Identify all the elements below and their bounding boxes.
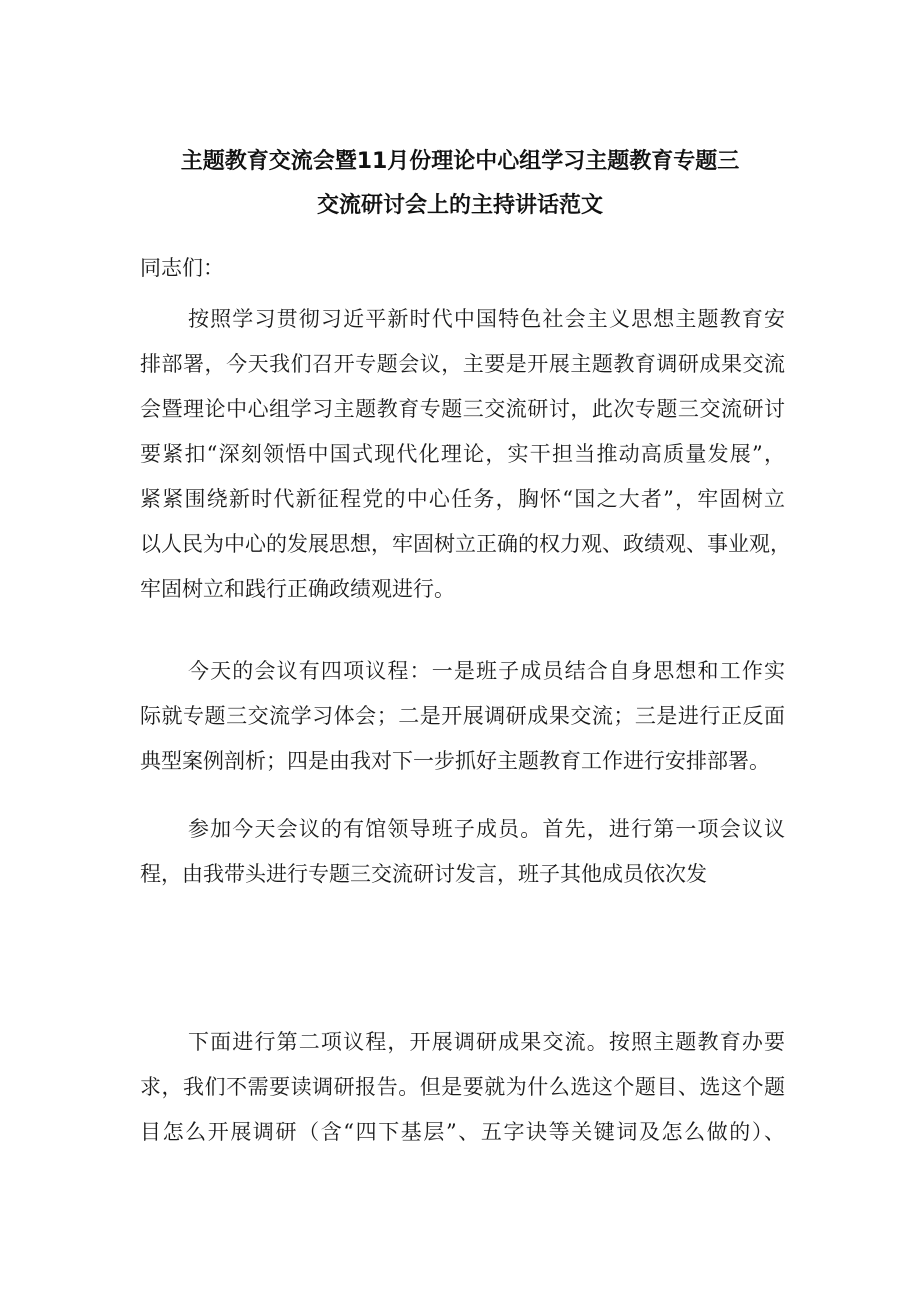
title-line-2: 交流研讨会上的主持讲话范文 <box>316 193 603 218</box>
paragraph-attendees <box>140 807 785 897</box>
paragraph-line: 按照学习贯彻习近平新时代中国特色社会主义思想主题教育安 <box>188 307 785 331</box>
paragraph-agenda-items <box>140 649 785 784</box>
document-title <box>140 140 780 228</box>
greeting: 同志们： <box>140 256 224 280</box>
paragraph-line: 际就专题三交流学习体会；二是开展调研成果交流；三是进行正反面 <box>140 704 785 728</box>
paragraph-line: 要紧扣“深刻领悟中国式现代化理论，实干担当推动高质量发展”， <box>140 442 785 466</box>
paragraph-line: 牢固树立和践行正确政绩观进行。 <box>140 577 455 601</box>
paragraph-line: 典型案例剖析；四是由我对下一步抓好主题教育工作进行安排部署。 <box>140 749 770 773</box>
paragraph-line: 排部署，今天我们召开专题会议，主要是开展主题教育调研成果交流 <box>140 352 785 376</box>
paragraph-line: 参加今天会议的有馆领导班子成员。首先，进行第一项会议议 <box>188 817 785 841</box>
paragraph-line: 紧紧围绕新时代新征程党的中心任务，胸怀“国之大者”，牢固树立 <box>140 487 785 511</box>
paragraph-agenda-intro <box>140 297 791 612</box>
title-line-1: 主题教育交流会暨11月份理论中心组学习主题教育专题三 <box>180 149 740 174</box>
paragraph-line: 以人民为中心的发展思想，牢固树立正确的权力观、政绩观、事业观， <box>140 532 791 556</box>
paragraph-line: 程，由我带头进行专题三交流研讨发言，班子其他成员依次发 <box>140 862 707 886</box>
paragraph-line: 今天的会议有四项议程：一是班子成员结合自身思想和工作实 <box>188 659 785 683</box>
paragraph-line: 求，我们不需要读调研报告。但是要就为什么选这个题目、选这个题 <box>140 1075 785 1099</box>
paragraph-line: 下面进行第二项议程，开展调研成果交流。按照主题教育办要 <box>188 1030 785 1054</box>
paragraph-second-agenda <box>140 1020 785 1155</box>
paragraph-line: 目怎么开展调研（含“四下基层”、五字诀等关键词及怎么做的）、 <box>140 1120 785 1144</box>
paragraph-line: 会暨理论中心组学习主题教育专题三交流研讨，此次专题三交流研讨 <box>140 397 785 421</box>
